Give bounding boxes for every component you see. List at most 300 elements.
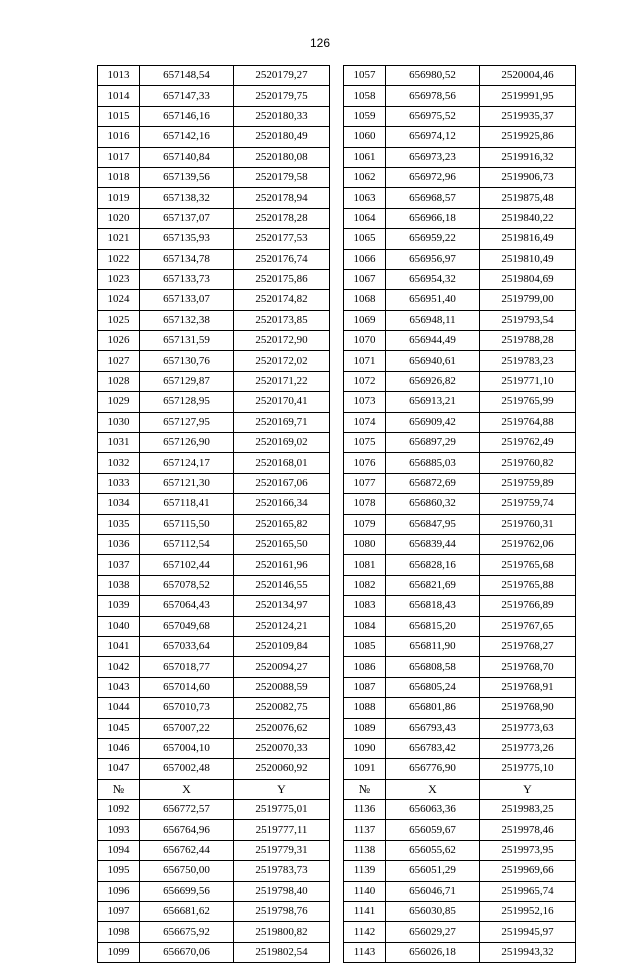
point-number: 1076 [344, 453, 386, 473]
column-gap [330, 942, 344, 962]
x-coordinate: 656051,29 [386, 861, 480, 881]
y-coordinate: 2519768,90 [480, 698, 576, 718]
table-row [98, 167, 576, 187]
x-coordinate: 657126,90 [140, 433, 234, 453]
table-row [98, 229, 576, 249]
x-coordinate: 657133,07 [140, 290, 234, 310]
y-coordinate: 2520178,28 [234, 208, 330, 228]
y-coordinate: 2519775,10 [480, 759, 576, 779]
column-gap [330, 290, 344, 310]
point-number: 1141 [344, 902, 386, 922]
x-coordinate: 657010,73 [140, 698, 234, 718]
table-row [98, 249, 576, 269]
table-row [98, 66, 576, 86]
y-coordinate: 2520060,92 [234, 759, 330, 779]
column-gap [330, 636, 344, 656]
y-coordinate: 2519943,32 [480, 942, 576, 962]
table-row [98, 820, 576, 840]
column-gap [330, 922, 344, 942]
column-gap [330, 167, 344, 187]
x-coordinate: 656968,57 [386, 188, 480, 208]
y-coordinate: 2519875,48 [480, 188, 576, 208]
table-row [98, 147, 576, 167]
y-coordinate: 2520134,97 [234, 596, 330, 616]
y-coordinate: 2520180,33 [234, 106, 330, 126]
point-number: 1077 [344, 473, 386, 493]
point-number: 1081 [344, 555, 386, 575]
y-coordinate: 2519767,65 [480, 616, 576, 636]
point-number: 1032 [98, 453, 140, 473]
table-row [98, 657, 576, 677]
table-row [98, 269, 576, 289]
x-coordinate: 657049,68 [140, 616, 234, 636]
x-coordinate: 656897,29 [386, 433, 480, 453]
y-coordinate: 2520180,08 [234, 147, 330, 167]
y-coordinate: 2520177,53 [234, 229, 330, 249]
x-coordinate: 656818,43 [386, 596, 480, 616]
x-coordinate: 656815,20 [386, 616, 480, 636]
y-coordinate: 2519759,74 [480, 494, 576, 514]
column-gap [330, 616, 344, 636]
header-row [98, 779, 576, 799]
column-gap [330, 147, 344, 167]
y-coordinate: 2519906,73 [480, 167, 576, 187]
x-coordinate: 656940,61 [386, 351, 480, 371]
table-row [98, 331, 576, 351]
y-coordinate: 2519765,99 [480, 392, 576, 412]
column-gap [330, 188, 344, 208]
point-number: 1036 [98, 534, 140, 554]
y-coordinate: 2519935,37 [480, 106, 576, 126]
x-coordinate: 656811,90 [386, 636, 480, 656]
y-coordinate: 2520173,85 [234, 310, 330, 330]
y-coordinate: 2520179,27 [234, 66, 330, 86]
y-coordinate: 2520165,82 [234, 514, 330, 534]
point-number: 1097 [98, 902, 140, 922]
point-number: 1139 [344, 861, 386, 881]
point-number: 1020 [98, 208, 140, 228]
y-coordinate: 2520174,82 [234, 290, 330, 310]
table-row [98, 106, 576, 126]
y-coordinate: 2520175,86 [234, 269, 330, 289]
y-coordinate: 2519798,76 [234, 902, 330, 922]
x-coordinate: 657064,43 [140, 596, 234, 616]
point-number: 1084 [344, 616, 386, 636]
y-coordinate: 2519766,89 [480, 596, 576, 616]
number-header: № [344, 779, 386, 799]
x-coordinate: 656772,57 [140, 800, 234, 820]
table-row [98, 473, 576, 493]
column-gap [330, 453, 344, 473]
table-row [98, 738, 576, 758]
point-number: 1096 [98, 881, 140, 901]
table-row [98, 514, 576, 534]
x-coordinate: 656860,32 [386, 494, 480, 514]
column-gap [330, 86, 344, 106]
column-gap [330, 575, 344, 595]
x-coordinate: 656913,21 [386, 392, 480, 412]
column-gap [330, 738, 344, 758]
y-coordinate: 2520169,71 [234, 412, 330, 432]
point-number: 1029 [98, 392, 140, 412]
x-coordinate: 657018,77 [140, 657, 234, 677]
x-coordinate: 656793,43 [386, 718, 480, 738]
point-number: 1024 [98, 290, 140, 310]
table-row [98, 351, 576, 371]
x-coordinate: 656783,42 [386, 738, 480, 758]
point-number: 1023 [98, 269, 140, 289]
y-coordinate: 2519788,28 [480, 331, 576, 351]
x-coordinate: 656975,52 [386, 106, 480, 126]
table-row [98, 86, 576, 106]
point-number: 1063 [344, 188, 386, 208]
column-gap [330, 514, 344, 534]
x-coordinate: 656847,95 [386, 514, 480, 534]
x-coordinate: 657118,41 [140, 494, 234, 514]
y-coordinate: 2519798,40 [234, 881, 330, 901]
y-coordinate: 2519978,46 [480, 820, 576, 840]
table-row [98, 433, 576, 453]
point-number: 1066 [344, 249, 386, 269]
point-number: 1033 [98, 473, 140, 493]
point-number: 1073 [344, 392, 386, 412]
y-coordinate: 2520076,62 [234, 718, 330, 738]
x-coordinate: 656801,86 [386, 698, 480, 718]
y-coordinate: 2519771,10 [480, 371, 576, 391]
point-number: 1140 [344, 881, 386, 901]
y-coordinate: 2520179,75 [234, 86, 330, 106]
table-row [98, 392, 576, 412]
x-coordinate: 657033,64 [140, 636, 234, 656]
point-number: 1045 [98, 718, 140, 738]
table-row [98, 534, 576, 554]
table-row [98, 636, 576, 656]
table-row [98, 412, 576, 432]
column-gap [330, 310, 344, 330]
point-number: 1074 [344, 412, 386, 432]
y-coordinate: 2519804,69 [480, 269, 576, 289]
table-row [98, 453, 576, 473]
y-coordinate: 2519916,32 [480, 147, 576, 167]
column-gap [330, 106, 344, 126]
point-number: 1090 [344, 738, 386, 758]
point-number: 1137 [344, 820, 386, 840]
x-coordinate: 656681,62 [140, 902, 234, 922]
x-coordinate: 657014,60 [140, 677, 234, 697]
point-number: 1047 [98, 759, 140, 779]
point-number: 1057 [344, 66, 386, 86]
x-coordinate: 656956,97 [386, 249, 480, 269]
point-number: 1018 [98, 167, 140, 187]
point-number: 1064 [344, 208, 386, 228]
y-coordinate: 2520178,94 [234, 188, 330, 208]
coordinates-table [97, 65, 576, 963]
column-gap [330, 555, 344, 575]
x-coordinate: 656805,24 [386, 677, 480, 697]
y-coordinate: 2520180,49 [234, 127, 330, 147]
point-number: 1071 [344, 351, 386, 371]
point-number: 1058 [344, 86, 386, 106]
column-gap [330, 698, 344, 718]
x-coordinate: 656762,44 [140, 840, 234, 860]
x-coordinate: 656839,44 [386, 534, 480, 554]
point-number: 1069 [344, 310, 386, 330]
table-row [98, 310, 576, 330]
x-coordinate: 656966,18 [386, 208, 480, 228]
x-coordinate: 657115,50 [140, 514, 234, 534]
y-coordinate: 2519800,82 [234, 922, 330, 942]
table-row [98, 718, 576, 738]
point-number: 1028 [98, 371, 140, 391]
y-coordinate: 2520167,06 [234, 473, 330, 493]
column-gap [330, 208, 344, 228]
point-number: 1043 [98, 677, 140, 697]
x-coordinate: 656026,18 [386, 942, 480, 962]
y-coordinate: 2519969,66 [480, 861, 576, 881]
point-number: 1085 [344, 636, 386, 656]
x-coordinate: 657128,95 [140, 392, 234, 412]
x-coordinate: 656972,96 [386, 167, 480, 187]
y-coordinate: 2519810,49 [480, 249, 576, 269]
y-coordinate: 2519775,01 [234, 800, 330, 820]
x-coordinate: 657146,16 [140, 106, 234, 126]
point-number: 1067 [344, 269, 386, 289]
x-coordinate: 656973,23 [386, 147, 480, 167]
x-coordinate: 656699,56 [140, 881, 234, 901]
x-coordinate: 657132,38 [140, 310, 234, 330]
x-coordinate: 656750,00 [140, 861, 234, 881]
point-number: 1138 [344, 840, 386, 860]
point-number: 1089 [344, 718, 386, 738]
column-gap [330, 657, 344, 677]
x-coordinate: 656954,32 [386, 269, 480, 289]
y-coordinate: 2519799,00 [480, 290, 576, 310]
y-coordinate: 2519816,49 [480, 229, 576, 249]
x-coordinate: 656872,69 [386, 473, 480, 493]
point-number: 1082 [344, 575, 386, 595]
y-coordinate: 2519925,86 [480, 127, 576, 147]
table-row [98, 942, 576, 962]
point-number: 1034 [98, 494, 140, 514]
table-row [98, 881, 576, 901]
x-coordinate: 657007,22 [140, 718, 234, 738]
x-header: X [140, 779, 234, 799]
x-coordinate: 656670,06 [140, 942, 234, 962]
x-coordinate: 657137,07 [140, 208, 234, 228]
point-number: 1083 [344, 596, 386, 616]
point-number: 1099 [98, 942, 140, 962]
y-coordinate: 2520166,34 [234, 494, 330, 514]
y-coordinate: 2519952,16 [480, 902, 576, 922]
y-coordinate: 2520004,46 [480, 66, 576, 86]
y-coordinate: 2519777,11 [234, 820, 330, 840]
table-row [98, 208, 576, 228]
x-coordinate: 657135,93 [140, 229, 234, 249]
column-gap [330, 861, 344, 881]
y-coordinate: 2520170,41 [234, 392, 330, 412]
point-number: 1095 [98, 861, 140, 881]
column-gap [330, 269, 344, 289]
point-number: 1017 [98, 147, 140, 167]
x-coordinate: 656944,49 [386, 331, 480, 351]
column-gap [330, 494, 344, 514]
point-number: 1061 [344, 147, 386, 167]
table-row [98, 698, 576, 718]
y-coordinate: 2519779,31 [234, 840, 330, 860]
y-coordinate: 2520171,22 [234, 371, 330, 391]
x-coordinate: 656029,27 [386, 922, 480, 942]
column-gap [330, 351, 344, 371]
y-coordinate: 2519840,22 [480, 208, 576, 228]
y-coordinate: 2519764,88 [480, 412, 576, 432]
x-coordinate: 656885,03 [386, 453, 480, 473]
y-coordinate: 2520109,84 [234, 636, 330, 656]
x-coordinate: 657129,87 [140, 371, 234, 391]
point-number: 1046 [98, 738, 140, 758]
x-coordinate: 656926,82 [386, 371, 480, 391]
table-row [98, 494, 576, 514]
x-coordinate: 657134,78 [140, 249, 234, 269]
y-coordinate: 2519768,27 [480, 636, 576, 656]
point-number: 1062 [344, 167, 386, 187]
y-coordinate: 2519760,31 [480, 514, 576, 534]
y-coordinate: 2520165,50 [234, 534, 330, 554]
x-coordinate: 657130,76 [140, 351, 234, 371]
x-coordinate: 657148,54 [140, 66, 234, 86]
y-coordinate: 2520179,58 [234, 167, 330, 187]
column-gap [330, 800, 344, 820]
point-number: 1039 [98, 596, 140, 616]
x-header: X [386, 779, 480, 799]
y-coordinate: 2519760,82 [480, 453, 576, 473]
point-number: 1143 [344, 942, 386, 962]
y-coordinate: 2519768,70 [480, 657, 576, 677]
y-coordinate: 2520172,90 [234, 331, 330, 351]
y-coordinate: 2520176,74 [234, 249, 330, 269]
point-number: 1042 [98, 657, 140, 677]
point-number: 1078 [344, 494, 386, 514]
point-number: 1041 [98, 636, 140, 656]
column-gap [330, 371, 344, 391]
column-gap [330, 249, 344, 269]
y-coordinate: 2519759,89 [480, 473, 576, 493]
point-number: 1059 [344, 106, 386, 126]
y-coordinate: 2519965,74 [480, 881, 576, 901]
x-coordinate: 657124,17 [140, 453, 234, 473]
column-gap [330, 66, 344, 86]
table-row [98, 575, 576, 595]
table-row [98, 371, 576, 391]
point-number: 1027 [98, 351, 140, 371]
x-coordinate: 657112,54 [140, 534, 234, 554]
point-number: 1098 [98, 922, 140, 942]
x-coordinate: 656959,22 [386, 229, 480, 249]
column-gap [330, 759, 344, 779]
table-row [98, 677, 576, 697]
y-coordinate: 2519991,95 [480, 86, 576, 106]
table-row [98, 127, 576, 147]
y-coordinate: 2520161,96 [234, 555, 330, 575]
point-number: 1025 [98, 310, 140, 330]
y-coordinate: 2520088,59 [234, 677, 330, 697]
point-number: 1088 [344, 698, 386, 718]
y-coordinate: 2519762,06 [480, 534, 576, 554]
point-number: 1015 [98, 106, 140, 126]
point-number: 1079 [344, 514, 386, 534]
x-coordinate: 656828,16 [386, 555, 480, 575]
x-coordinate: 657004,10 [140, 738, 234, 758]
x-coordinate: 657142,16 [140, 127, 234, 147]
y-coordinate: 2520168,01 [234, 453, 330, 473]
x-coordinate: 656675,92 [140, 922, 234, 942]
table-row [98, 861, 576, 881]
point-number: 1026 [98, 331, 140, 351]
column-gap [330, 127, 344, 147]
x-coordinate: 656951,40 [386, 290, 480, 310]
x-coordinate: 656909,42 [386, 412, 480, 432]
point-number: 1031 [98, 433, 140, 453]
column-gap [330, 473, 344, 493]
y-header: Y [480, 779, 576, 799]
y-coordinate: 2519973,95 [480, 840, 576, 860]
y-coordinate: 2519945,97 [480, 922, 576, 942]
y-coordinate: 2520070,33 [234, 738, 330, 758]
column-gap [330, 881, 344, 901]
y-coordinate: 2519793,54 [480, 310, 576, 330]
point-number: 1013 [98, 66, 140, 86]
point-number: 1142 [344, 922, 386, 942]
x-coordinate: 657127,95 [140, 412, 234, 432]
point-number: 1044 [98, 698, 140, 718]
table-row [98, 759, 576, 779]
table-row [98, 616, 576, 636]
point-number: 1080 [344, 534, 386, 554]
point-number: 1087 [344, 677, 386, 697]
x-coordinate: 656063,36 [386, 800, 480, 820]
column-gap [330, 840, 344, 860]
point-number: 1086 [344, 657, 386, 677]
point-number: 1092 [98, 800, 140, 820]
point-number: 1037 [98, 555, 140, 575]
table-row [98, 555, 576, 575]
page-number: 126 [309, 36, 331, 50]
point-number: 1065 [344, 229, 386, 249]
y-coordinate: 2519983,25 [480, 800, 576, 820]
y-coordinate: 2520124,21 [234, 616, 330, 636]
table-row [98, 596, 576, 616]
column-gap [330, 331, 344, 351]
column-gap [330, 392, 344, 412]
point-number: 1014 [98, 86, 140, 106]
point-number: 1093 [98, 820, 140, 840]
y-coordinate: 2520094,27 [234, 657, 330, 677]
point-number: 1136 [344, 800, 386, 820]
x-coordinate: 657138,32 [140, 188, 234, 208]
y-coordinate: 2519773,63 [480, 718, 576, 738]
x-coordinate: 656030,85 [386, 902, 480, 922]
y-coordinate: 2519768,91 [480, 677, 576, 697]
y-coordinate: 2519802,54 [234, 942, 330, 962]
y-header: Y [234, 779, 330, 799]
x-coordinate: 656776,90 [386, 759, 480, 779]
point-number: 1070 [344, 331, 386, 351]
x-coordinate: 656978,56 [386, 86, 480, 106]
column-gap [330, 412, 344, 432]
column-gap [330, 677, 344, 697]
y-coordinate: 2520082,75 [234, 698, 330, 718]
column-gap [330, 718, 344, 738]
x-coordinate: 657139,56 [140, 167, 234, 187]
